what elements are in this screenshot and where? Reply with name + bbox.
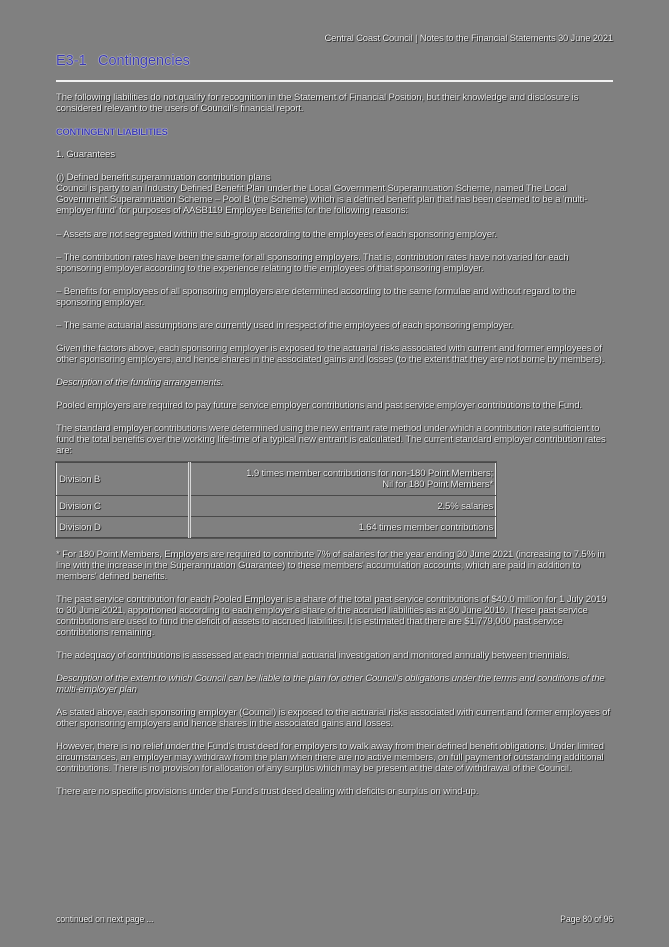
funding-paragraph: Pooled employers are required to pay future service employer contributions and past service employer contributions to the Fund. <box>56 400 582 411</box>
funding-heading: Description of the funding arrangements. <box>56 377 224 388</box>
exposure-paragraph: Given the factors above, each sponsoring employer is exposed to the actuarial risks associated with current and former employees of other sponsoring employers, and hence shares in the associated gains and losses (to the extent that they are not borne by members). <box>56 343 605 365</box>
division-label: Division D <box>57 517 190 538</box>
adequacy-paragraph: The adequacy of contributions is assessed at each triennial actuarial investigation and monitored annually between triennials. <box>56 650 569 661</box>
winding-up-paragraph: There are no specific provisions under the Fund's trust deed dealing with deficits or surplus on wind-up. <box>56 786 479 797</box>
table-row <box>57 496 496 517</box>
item-block <box>56 172 614 216</box>
division-rate: 1.9 times member contributions for non-180 Point Members; Nil for 180 Point Members* <box>190 463 496 496</box>
contribution-rates-table <box>56 462 496 538</box>
division-label: Division C <box>57 496 190 517</box>
standard-rates-paragraph: The standard employer contributions were determined using the new entrant rate method under which a contribution rate sufficient to fund the total benefits over the working life-time of a typical new entrant is calculated. The current standard employer contribution rates are: <box>56 423 606 456</box>
reason-3: – Benefits for employees of all sponsoring employers are determined according to the same formulae and without regard to the sponsoring employer. <box>56 286 576 308</box>
section-heading: CONTINGENT LIABILITIES <box>56 126 168 137</box>
page-number: Page 80 of 96 <box>560 914 613 924</box>
reason-2: – The contribution rates have been the same for all sponsoring employers. That is, contribution rates have not varied for each sponsoring employer according to the experience relating to the employees of that sponsoring employer. <box>56 252 569 274</box>
note-body <box>56 92 614 809</box>
withdrawal-paragraph: However, there is no relief under the Fund's trust deed for employers to walk away from their defined benefit obligations. Under limited circumstances, an employer may withdraw from the plan when there are no active members, on full payment of outstanding additional contributions. There is no provision for allocation of any surplus which may be present at the date of withdrawal of the Council. <box>56 741 604 774</box>
liability-heading: Description of the extent to which Council can be liable to the plan for other Council's obligations under the terms and conditions of the multi-employer plan <box>56 673 605 695</box>
table-row <box>57 463 496 496</box>
past-service-paragraph: The past service contribution for each Pooled Employer is a share of the total past service contributions of $40.0 million for 1 July 2019 to 30 June 2021, apportioned according to each employer's share of the accrued liabilities as at 30 June 2019. These past service contributions are used to fund the deficit of assets to accrued liabilities. It is estimated that there are $1,779,000 past service contributions remaining. <box>56 594 607 638</box>
title-divider <box>56 80 613 82</box>
note-title <box>56 53 190 70</box>
reason-1: – Assets are not segregated within the sub-group according to the employees of each sponsoring employer. <box>56 229 497 240</box>
division-rate: 1.64 times member contributions <box>190 517 496 538</box>
note-number: E3-1 <box>56 53 87 69</box>
intro-paragraph: The following liabilities do not qualify for recognition in the Statement of Financial Position, but their knowledge and disclosure is considered relevant to the users of Council's financial report. <box>56 92 579 114</box>
subheading-guarantees: 1. Guarantees <box>56 149 115 160</box>
liability-paragraph: As stated above, each sponsoring employer (Council) is exposed to the actuarial risks associated with current and former employees of other sponsoring employers and hence shares in the associated gains and losses. <box>56 707 610 729</box>
running-header: Central Coast Council | Notes to the Financial Statements 30 June 2021 <box>324 32 613 43</box>
division-label: Division B <box>57 463 190 496</box>
division-rate: 2.5% salaries <box>190 496 496 517</box>
item-title: (i) Defined benefit superannuation contribution plans <box>56 172 271 183</box>
footnote: * For 180 Point Members, Employers are required to contribute 7% of salaries for the year ending 30 June 2021 (increasing to 7.5% in line with the increase in the Superannuation Guarantee) to these members' accumulation accounts, which are paid in addition to members' defined benefits. <box>56 549 605 582</box>
reason-4: – The same actuarial assumptions are currently used in respect of the employees of each sponsoring employer. <box>56 320 514 331</box>
continued-note: continued on next page ... <box>56 914 154 924</box>
note-title-text: Contingencies <box>98 53 190 69</box>
item-intro: Council is party to an Industry Defined Benefit Plan under the Local Government Superannuation Scheme, named The Local Government Superannuation Scheme – Pool B (the Scheme) which is a defined benefit plan that has been deemed to be a 'multi-employer fund' for purposes of AASB119 Employee Benefits for the following reasons: <box>56 183 588 216</box>
table-row <box>57 517 496 538</box>
